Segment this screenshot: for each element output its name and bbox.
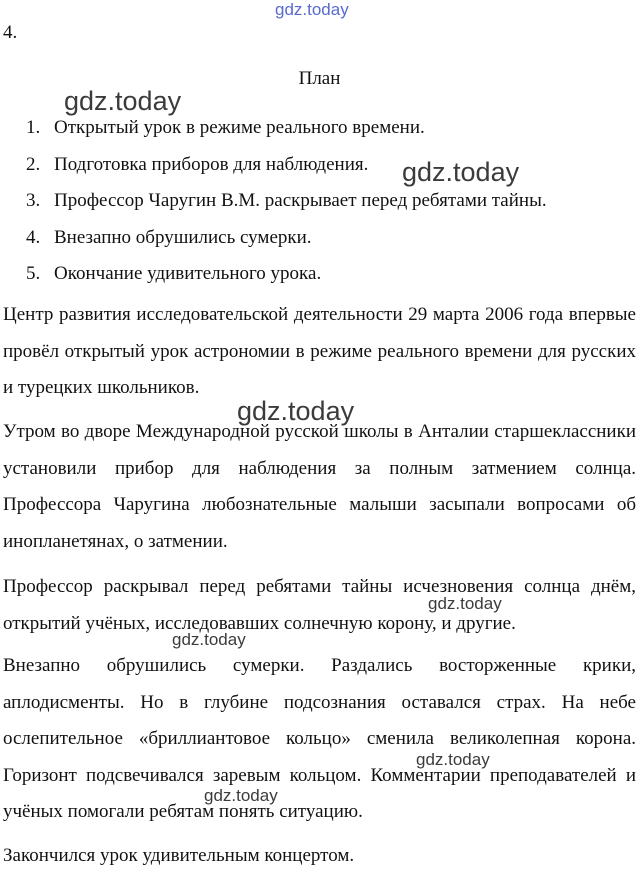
paragraph: Профессор раскрывал перед ребятами тайны исчезновения солнца днём, открытий учёных, исследовавших солнечную корону, и другие. xyxy=(3,576,636,634)
paragraph: Утром во дворе Международной русской школы в Анталии старшеклассники установили прибор для наблюдения за полным затмением солнца. Профессора Чаругина любознательные малыши засыпали вопросами об инопланетянах, о затмении. xyxy=(3,421,636,552)
paragraph: Внезапно обрушились сумерки. Раздались восторженные крики, аплодисменты. Но в глубине подсознания оставался страх. На небе ослепительное «бриллиантовое кольцо» сменила великолепная корона. Горизонт подсвечивался заревым кольцом. Комментарии преподавателей и учёных помогали ребятам понять ситуацию. xyxy=(3,655,636,822)
watermark: gdz.today xyxy=(416,750,490,769)
watermark: gdz.today xyxy=(204,786,278,805)
plan-item: 1. Открытый урок в режиме реального времени. xyxy=(26,117,425,138)
plan-item: 3. Профессор Чаругин В.М. раскрывает перед ребятами тайны. xyxy=(26,190,547,211)
plan-item: 5. Окончание удивительного урока. xyxy=(26,263,322,284)
plan-item: 4. Внезапно обрушились сумерки. xyxy=(26,226,312,248)
plan-title: План xyxy=(298,68,341,89)
watermark: gdz.today xyxy=(172,630,246,649)
watermark: gdz.today xyxy=(237,396,355,426)
watermark: gdz.today xyxy=(402,157,520,187)
watermark: gdz.today xyxy=(428,594,502,613)
task-number: 4. xyxy=(3,22,18,43)
plan-list xyxy=(26,110,547,293)
plan-item: 2. Подготовка приборов для наблюдения. xyxy=(26,153,369,175)
paragraph: Центр развития исследовательской деятельности 29 марта 2006 года впервые провёл открытый урок астрономии в режиме реального времени для русских и турецких школьников. xyxy=(3,304,636,398)
watermark: gdz.today xyxy=(64,86,182,116)
watermark-top: gdz.today xyxy=(275,0,349,19)
paragraph: Закончился урок удивительным концертом. xyxy=(3,845,355,866)
